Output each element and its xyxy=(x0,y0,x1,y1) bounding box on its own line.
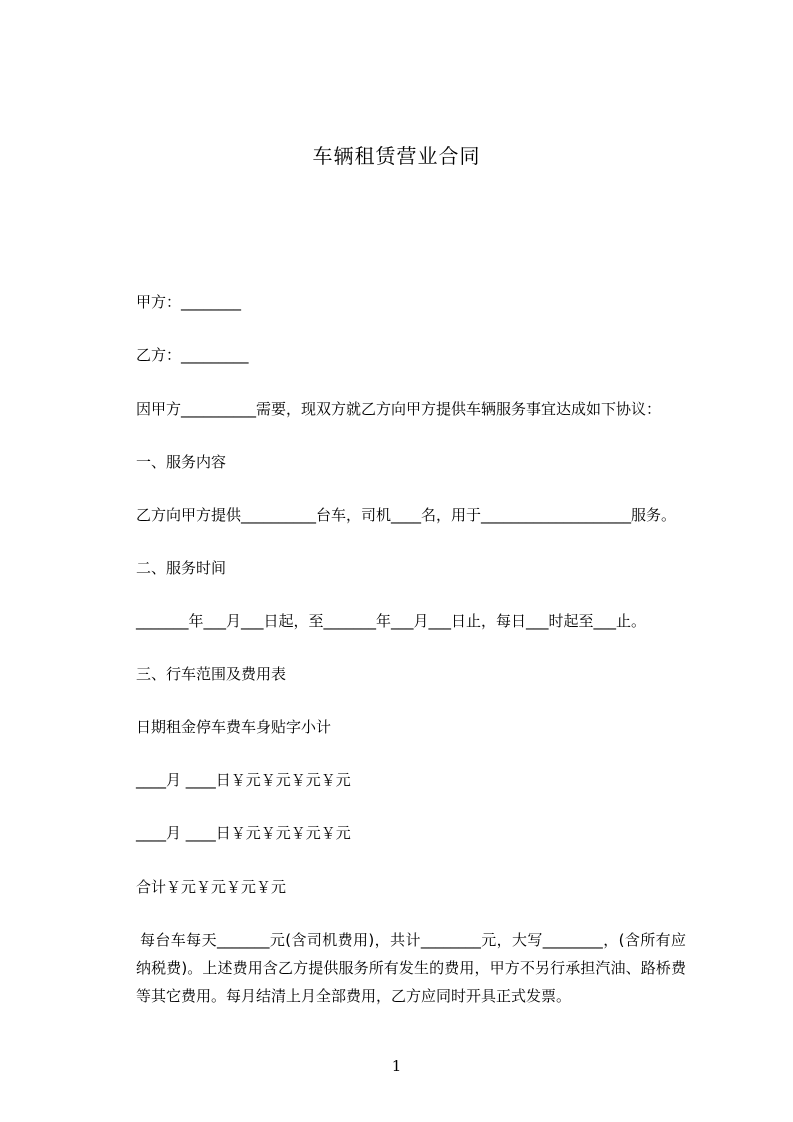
section-2-body: _______年___月___日起，至_______年___月___日止，每日___时起至___止。 xyxy=(136,612,647,630)
party-a-line: 甲方：________ xyxy=(136,293,242,311)
fee-table-row: ____月 ____日￥元￥元￥元￥元 xyxy=(136,824,351,842)
document-title: 车辆租赁营业合同 xyxy=(312,144,481,168)
fee-table-total: 合计￥元￥元￥元￥元 xyxy=(136,878,287,896)
fee-table-header: 日期租金停车费车身贴字小计 xyxy=(136,718,332,736)
intro-line: 因甲方__________需要，现双方就乙方向甲方提供车辆服务事宜达成如下协议： xyxy=(136,400,662,418)
fee-table-row: ____月 ____日￥元￥元￥元￥元 xyxy=(136,771,351,789)
fee-paragraph: 每台车每天_______元(含司机费用)，共计________元，大写________，(含所有应纳税费)。上述费用含乙方提供服务所有发生的费用，甲方不另行承担汽油、路桥费等其它费用。每月结清上月全部费用，乙方应同时开具正式发票。 xyxy=(136,931,686,1005)
section-1-body: 乙方向甲方提供__________台车，司机____名，用于____________________服务。 xyxy=(136,506,677,524)
section-1-heading: 一、服务内容 xyxy=(136,453,227,471)
section-3-heading: 三、行车范围及费用表 xyxy=(136,665,287,683)
section-2-heading: 二、服务时间 xyxy=(136,559,227,577)
party-b-line: 乙方：_________ xyxy=(136,346,249,364)
page-number: 1 xyxy=(391,1057,402,1075)
